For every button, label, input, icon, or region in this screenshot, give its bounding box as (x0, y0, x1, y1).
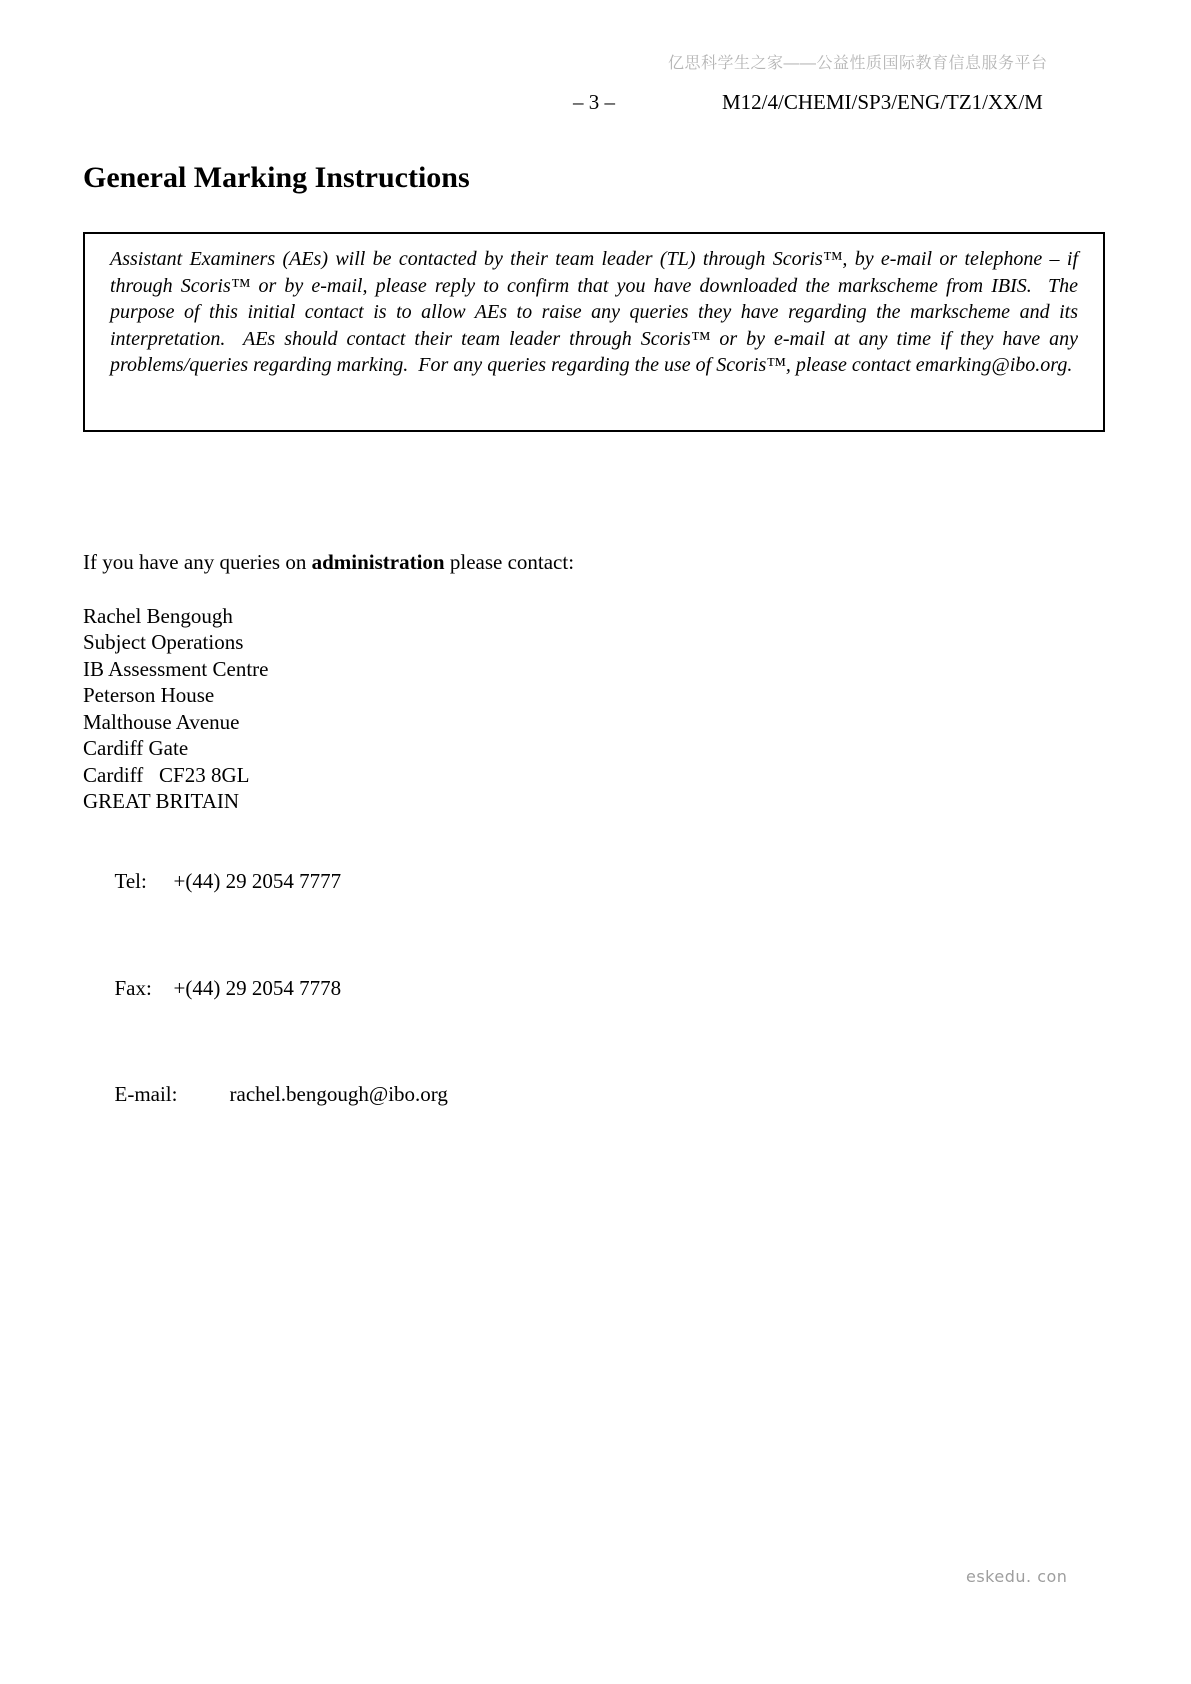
queries-intro-line (83, 549, 574, 576)
top-watermark: 亿思科学生之家——公益性质国际教育信息服务平台 (668, 55, 1048, 72)
tel-line (83, 842, 574, 922)
address-line-country: GREAT BRITAIN (83, 789, 240, 813)
address-line-building: Peterson House (83, 683, 215, 707)
paper-code: M12/4/CHEMI/SP3/ENG/TZ1/XX/M (722, 90, 1043, 114)
page-number: – 3 – (573, 90, 615, 114)
contact-section (83, 549, 574, 1134)
address-line-street: Malthouse Avenue (83, 709, 240, 734)
address-line-department: Subject Operations (83, 630, 244, 654)
queries-intro-prefix: If you have any queries on (83, 550, 312, 574)
tel-number: +(44) 29 2054 7777 (173, 869, 342, 893)
bottom-watermark: eskedu. con (966, 1567, 1068, 1586)
fax-label: Fax: (114, 975, 152, 1000)
fax-line (83, 948, 574, 1028)
postal-address (83, 603, 574, 815)
email-label: E-mail: (114, 1082, 178, 1106)
address-line-city-postcode: Cardiff CF23 8GL (83, 762, 250, 787)
address-line-contact-name: Rachel Bengough (83, 603, 233, 628)
queries-intro-bold-word: administration (311, 550, 445, 574)
fax-number: +(44) 29 2054 7778 (173, 975, 342, 1000)
examiner-notice-text: Assistant Examiners (AEs) will be contacted by their team leader (TL) through Scoris™, by e-mail or telephone – if through Scoris™ or by e-mail, please reply to confirm that you have downloaded the markscheme from IBIS. The purpose of this initial contact is to allow AEs to raise any queries they have regarding the markscheme and its interpretation. AEs should contact their team leader through Scoris™ or by e-mail at any time if they have any problems/queries regarding marking. For any queries regarding the use of Scoris™, please contact emarking@ibo.org. (110, 248, 1083, 376)
tel-label: Tel: (114, 869, 147, 893)
email-line (83, 1055, 574, 1135)
queries-intro-suffix: please contact: (444, 550, 575, 574)
address-line-centre: IB Assessment Centre (83, 656, 269, 681)
examiner-notice-box (83, 232, 1105, 432)
address-line-area: Cardiff Gate (83, 736, 189, 760)
page-header (83, 90, 1105, 120)
page-title: General Marking Instructions (83, 161, 470, 194)
email-address: rachel.bengough@ibo.org (229, 1082, 448, 1106)
